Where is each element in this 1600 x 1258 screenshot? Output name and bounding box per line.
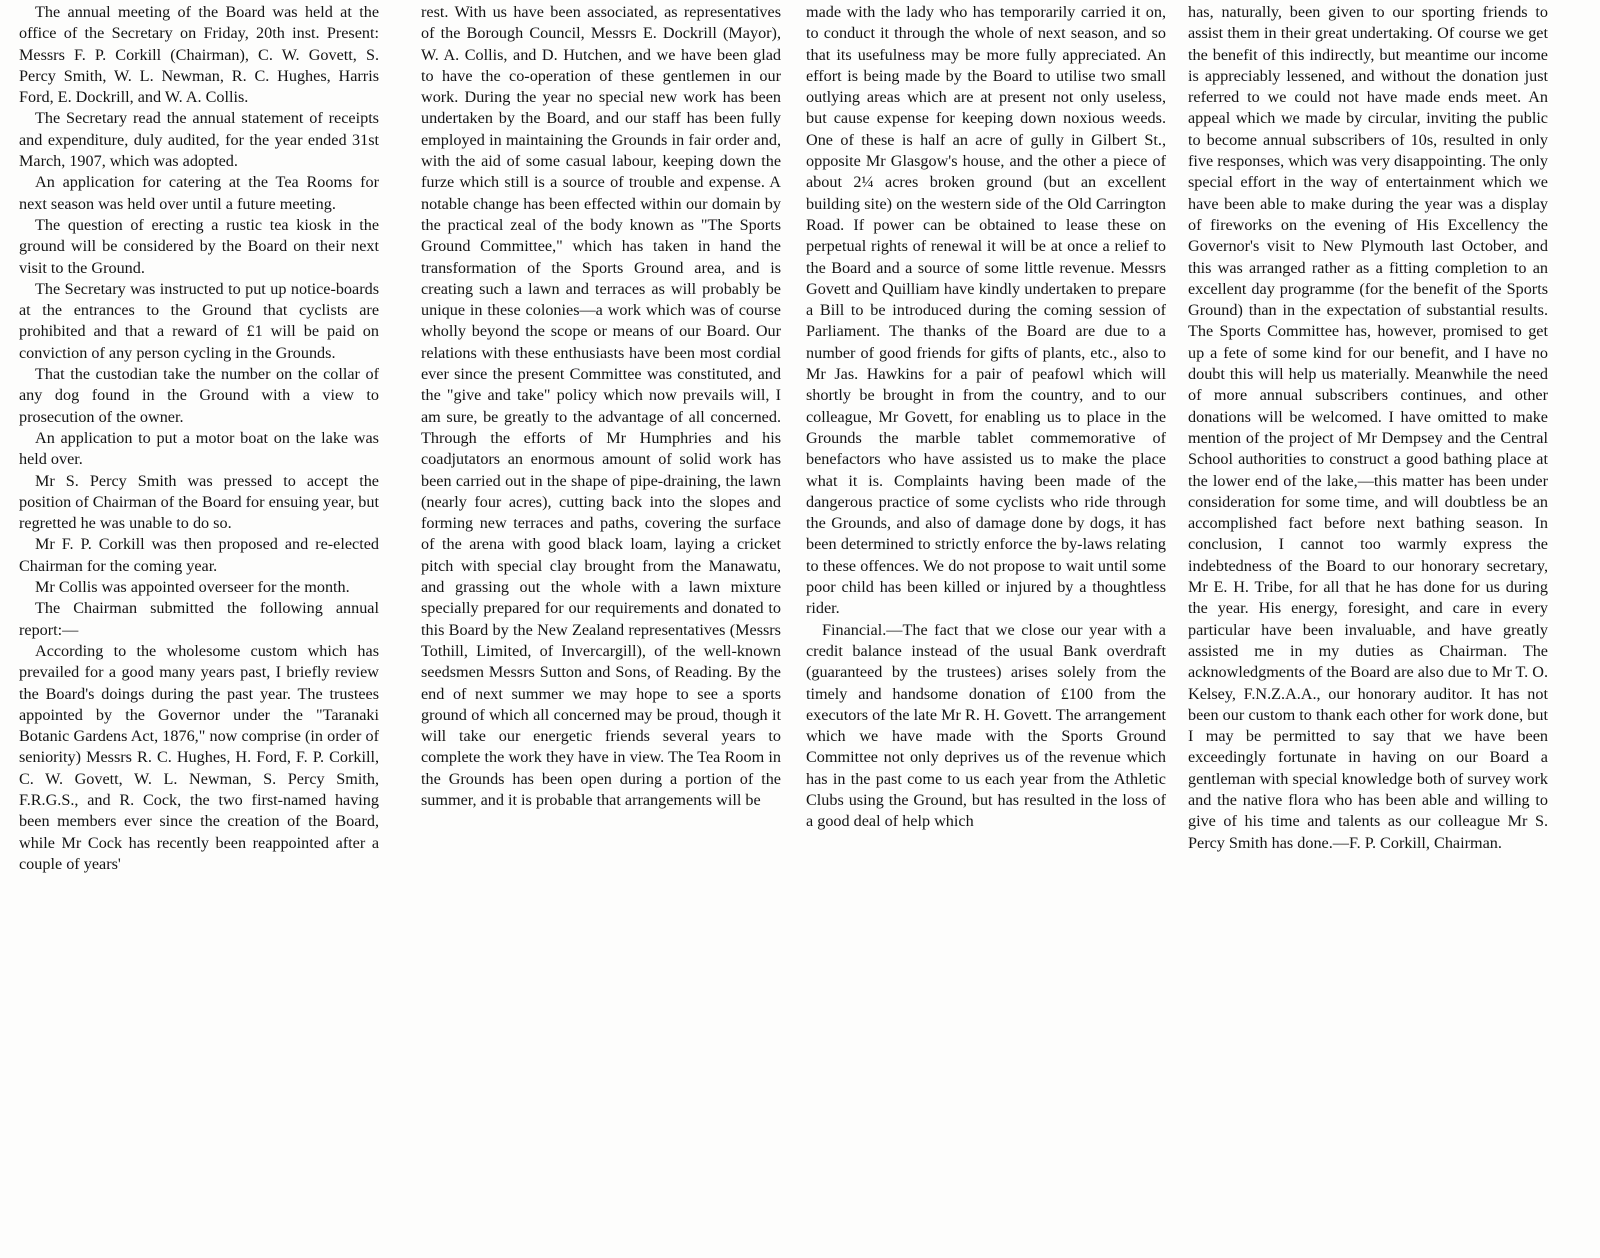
paragraph: Mr Collis was appointed overseer for the month. (35, 578, 350, 597)
paragraph: The Secretary read the annual statement of receipts and expenditure, duly audited, for the year ended 31st March, 1907, which was adopted. (19, 109, 379, 171)
paragraph: An application to put a motor boat on the lake was held over. (19, 428, 379, 469)
column-3 (806, 2, 1166, 833)
column-2 (421, 2, 781, 811)
paragraph: Financial.—The fact that we close our year with a credit balance instead of the usual Bank overdraft (guaranteed by the trustees) arises solely from the timely and handsome donation of £100 from the executors of the late Mr R. H. Govett. The arrangement which we have made with the Sports Ground Committee not only deprives us of the revenue which has in the past come to us each year from the Athletic Clubs using the Ground, but has resulted in the loss of a good deal of help which (806, 620, 1166, 831)
paragraph: The Chairman submitted the following annual report:— (19, 599, 379, 639)
column-1 (19, 2, 379, 875)
paragraph: According to the wholesome custom which has prevailed for a good many years past, I briefly review the Board's doings during the past year. The trustees appointed by the Governor under the "Taranaki Botanic Gardens Act, 1876," now comprise (in order of seniority) Messrs R. C. Hughes, H. Ford, F. P. Corkill, C. W. Govett, W. L. Newman, S. Percy Smith, F.R.G.S., and R. Cock, the two first-named having been members ever since the creation of the Board, while Mr Cock has recently been reappointed after a couple of years' (19, 641, 379, 873)
paragraph: That the custodian take the number on the collar of any dog found in the Ground with a view to prosecution of the owner. (19, 365, 379, 426)
paragraph: Mr S. Percy Smith was pressed to accept the position of Chairman of the Board for ensuing year, but regretted he was unable to do so. (19, 471, 379, 533)
paragraph: Mr F. P. Corkill was then proposed and re-elected Chairman for the coming year. (19, 535, 379, 575)
paragraph: The question of erecting a rustic tea kiosk in the ground will be considered by the Board on their next visit to the Ground. (19, 215, 379, 277)
paragraph-continued: rest. With us have been associated, as representatives of the Borough Council, Messrs E. Dockrill (Mayor), W. A. Collis, and D. Hutchen, and we have been glad to have the co-operation of these gentlemen in our work. During the year no special new work has been undertaken by the Board, and our staff has been fully employed in maintaining the Grounds in fair order and, with the aid of some casual labour, keeping down the furze which still is a source of trouble and expense. A notable change has been effected within our domain by the practical zeal of the body known as "The Sports Ground Committee," which has taken in hand the transformation of the Sports Ground area, and is creating such a lawn and terraces as will probably be unique in these colonies—a work which was of course wholly beyond the scope or means of our Board. Our relations with these enthusiasts have been most cordial ever since the present Committee was constituted, and the "give and take" policy which now prevails will, I am sure, be greatly to the advantage of all concerned. Through the efforts of Mr Humphries and his coadjutators an enormous amount of solid work has been carried out in the shape of pipe-draining, the lawn (nearly four acres), cutting back into the slopes and forming new terraces and paths, covering the surface of the arena with good black loam, laying a cricket pitch with special clay brought from the Manawatu, and grassing out the whole with a lawn mixture specially prepared for our requirements and donated to this Board by the New Zealand representatives (Messrs Tothill, Limited, of Invercargill), of the well-known seedsmen Messrs Sutton and Sons, of Reading. By the end of next summer we may hope to see a sports ground of which all concerned may be proud, though it will take our energetic friends several years to complete the work they have in view. The Tea Room in the Grounds has been open during a portion of the summer, and it is probable that arrangements will be (421, 3, 781, 809)
paragraph-continued: has, naturally, been given to our sporting friends to assist them in their great undertaking. Of course we get the benefit of this indirectly, but meantime our income is appreciably lessened, and without the donation just referred to we could not have made ends meet. An appeal which we made by circular, inviting the public to become annual subscribers of 10s, resulted in only five responses, which was very disappointing. The only special effort in the way of entertainment which we have been able to make during the year was a display of fireworks on the evening of His Excellency the Governor's visit to New Plymouth last October, and this was arranged rather as a fitting completion to an excellent day programme (for the benefit of the Sports Ground) than in the expectation of substantial results. The Sports Committee has, however, promised to get up a fete of some kind for our benefit, and I have no doubt this will help us materially. Meanwhile the need of more annual subscribers continues, and other donations will be welcomed. I have omitted to make mention of the project of Mr Dempsey and the Central School authorities to construct a good bathing place at the lower end of the lake,—this matter has been under consideration for some time, and will doubtless be an accomplished fact before next bathing season. In conclusion, I cannot too warmly express the indebtedness of the Board to our honorary secretary, Mr E. H. Tribe, for all that he has done for us during the year. His energy, foresight, and care in every particular have been invaluable, and have greatly assisted me in my duties as Chairman. The acknowledgments of the Board are also due to Mr T. O. Kelsey, F.N.Z.A.A., our honorary auditor. It has not been our custom to thank each other for work done, but I may be permitted to say that we have been exceedingly fortunate in having on our Board a gentleman with special knowledge both of survey work and the native flora who has been able and willing to give of his time and talents as our colleague Mr S. Percy Smith has done.—F. P. Corkill, Chairman. (1188, 3, 1548, 852)
paragraph-continued: made with the lady who has temporarily carried it on, to conduct it through the whole of next season, and so that its usefulness may be more fully appreciated. An effort is being made by the Board to utilise two small outlying areas which are at present not only useless, but cause expense for keeping down noxious weeds. One of these is half an acre of gully in Gilbert St., opposite Mr Glasgow's house, and the other a piece of about 2¼ acres broken ground (but an excellent building site) on the western side of the Old Carrington Road. If power can be obtained to lease these on perpetual rights of renewal it will be at once a relief to the Board and a source of some little revenue. Messrs Govett and Quilliam have kindly undertaken to prepare a Bill to be introduced during the coming session of Parliament. The thanks of the Board are due to a number of good friends for gifts of plants, etc., also to Mr Jas. Hawkins for a pair of peafowl which will shortly be brought in from the country, and to our colleague, Mr Govett, for enabling us to place in the Grounds the marble tablet commemorative of benefactors who have assisted us to make the place what it is. Complaints having been made of the dangerous practice of some cyclists who ride through the Grounds, and also of damage done by dogs, it has been determined to strictly enforce the by-laws relating to these offences. We do not propose to wait until some poor child has been killed or injured by a thoughtless rider. (806, 3, 1166, 618)
column-4 (1188, 2, 1548, 854)
paragraph: The Secretary was instructed to put up notice-boards at the entrances to the Ground that cyclists are prohibited and that a reward of £1 will be paid on conviction of any person cycling in the Grounds. (19, 279, 379, 362)
paragraph: An application for catering at the Tea Rooms for next season was held over until a future meeting. (19, 173, 379, 213)
paragraph: The annual meeting of the Board was held at the office of the Secretary on Friday, 20th inst. Present: Messrs F. P. Corkill (Chairman), C. W. Govett, S. Percy Smith, W. L. Newman, R. C. Hughes, Harris Ford, E. Dockrill, and W. A. Collis. (19, 3, 379, 107)
